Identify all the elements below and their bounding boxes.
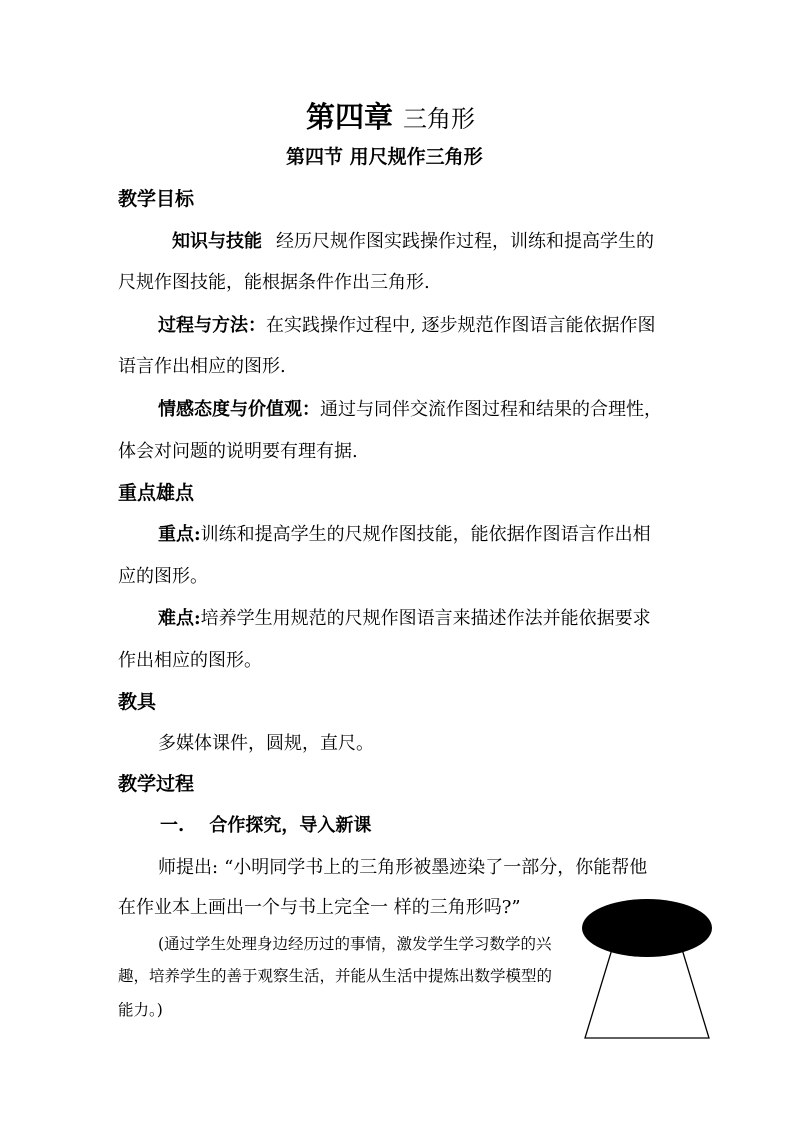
knowledge-paragraph — [172, 233, 654, 251]
step1-title: 一. 合作探究，导入新课 — [160, 815, 372, 836]
process-text: 在实践操作过程中, 逐步规范作图语言能依据作图 — [266, 315, 656, 336]
focus-paragraph — [158, 526, 651, 544]
section-title: 第四节 用尺规作三角形 — [286, 146, 483, 168]
focus-text: 训练和提高学生的尺规作图技能，能依据作图语言作出相 — [200, 524, 651, 545]
ink-blotted-triangle-figure — [578, 898, 716, 1044]
chapter-number: 第四章 — [306, 100, 394, 134]
teacher-text: “小明同学书上的三角形被墨迹染了一部分，你能帮他 — [224, 857, 648, 878]
teacher-text-cont: 在作业本上画出一个与书上完全一 样的三角形吗?” — [118, 897, 521, 918]
knowledge-label: 知识与技能 — [172, 231, 262, 252]
process-label: 过程与方法： — [158, 315, 266, 336]
note-line-2: 趣，培养学生的善于观察生活，并能从生活中提炼出数学模型的 — [118, 967, 553, 985]
difficulty-text: 培养学生用规范的尺规作图语言来描述作法并能依据要求 — [200, 608, 651, 629]
note-line-1: (通过学生处理身边经历过的事情，激发学生学习数学的兴 — [158, 935, 552, 953]
process-paragraph — [158, 317, 655, 335]
knowledge-text-cont: 尺规作图技能，能根据条件作出三角形. — [118, 272, 430, 293]
difficulty-paragraph — [158, 610, 651, 628]
key-points-heading: 重点雄点 — [118, 482, 195, 504]
tools-content: 多媒体课件，圆规，直尺。 — [158, 733, 374, 754]
process-heading: 教学过程 — [118, 773, 195, 795]
focus-text-cont: 应的图形。 — [118, 566, 208, 587]
teacher-label: 师提出: — [158, 857, 219, 878]
difficulty-text-cont: 作出相应的图形。 — [118, 650, 262, 671]
chapter-title — [306, 100, 476, 134]
ink-blot-ellipse — [582, 899, 712, 957]
emotion-label: 情感态度与价值观： — [158, 399, 320, 420]
difficulty-label: 难点: — [158, 608, 201, 629]
emotion-text-cont: 体会对问题的说明要有理有据. — [118, 441, 358, 462]
emotion-paragraph — [158, 401, 662, 419]
process-text-cont: 语言作出相应的图形. — [118, 356, 286, 377]
knowledge-text: 经历尺规作图实践操作过程，训练和提高学生的 — [276, 231, 654, 252]
chapter-subtitle: 三角形 — [403, 105, 476, 133]
focus-label: 重点: — [158, 524, 201, 545]
objectives-heading: 教学目标 — [118, 188, 195, 210]
tools-heading: 教具 — [118, 691, 157, 713]
emotion-text: 通过与同伴交流作图过程和结果的合理性， — [320, 399, 662, 420]
note-line-3: 能力。) — [118, 1001, 163, 1019]
teacher-paragraph — [158, 859, 647, 877]
